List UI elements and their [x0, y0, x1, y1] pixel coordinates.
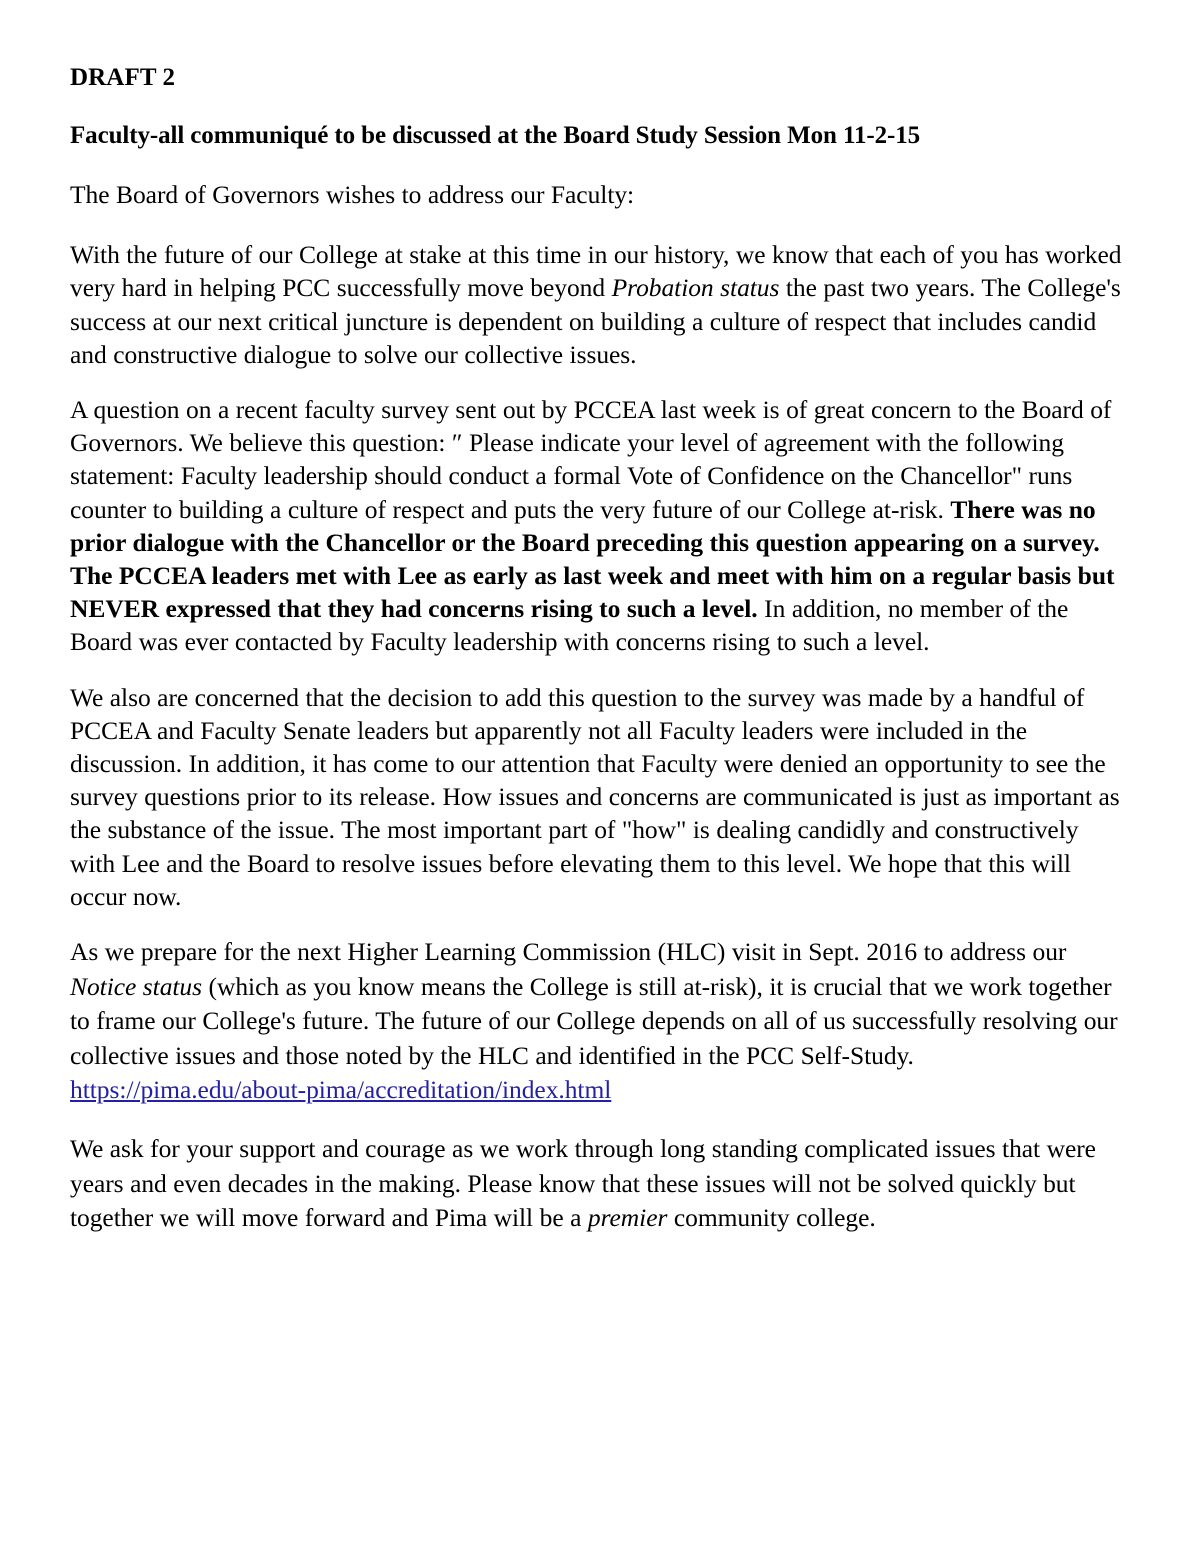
paragraph-5-italic-premier: premier [587, 1203, 668, 1233]
paragraph-college-future [70, 238, 1128, 371]
paragraph-hlc-visit [70, 935, 1128, 1108]
paragraph-5-text-before-italic: We ask for your support and courage as we work through long standing complicated issues that were years and even decades in the making. Please know that these issues will not be solved quickly but together we will move forward and Pima will be a [70, 1134, 1096, 1233]
paragraph-survey-concern [70, 393, 1128, 659]
paragraph-1-italic-probation-status: Probation status [611, 273, 780, 303]
paragraph-4-italic-notice-status: Notice status [70, 971, 203, 1001]
salutation-paragraph: The Board of Governors wishes to address our Faculty: [70, 180, 635, 209]
paragraph-2-bold-emphasis: There was no prior dialogue with the Chancellor or the Board preceding this question appearing on a survey. The PCCEA leaders met with Lee as early as last week and meet with him on a regular basis but NEVER expressed that they had concerns rising to such a level. [70, 494, 1115, 624]
paragraph-closing-support [70, 1132, 1128, 1236]
paragraph-2-text-after-bold: In addition, no member of the Board was ever contacted by Faculty leadership with concerns rising to such a level. [70, 594, 1069, 657]
paragraph-decision-process: We also are concerned that the decision to add this question to the survey was made by a handful of PCCEA and Faculty Senate leaders but apparently not all Faculty leaders were included in the discussion. In addition, it has come to our attention that Faculty were denied an opportunity to see the survey questions prior to its release. How issues and concerns are communicated is just as important as the substance of the issue. The most important part of "how" is dealing candidly and constructively with Lee and the Board to resolve issues before elevating them to this level. We hope that this will occur now. [70, 682, 1120, 911]
draft-label: DRAFT 2 [70, 64, 176, 91]
paragraph-4-text-after-italic: (which as you know means the College is still at-risk), it is crucial that we work together to frame our College's future. The future of our College depends on all of us successfully resolving our collective issues and those noted by the HLC and identified in the PCC Self-Study. [70, 971, 1118, 1070]
paragraph-1-text-after-italic: the past two years. The College's success at our next critical juncture is dependent on building a culture of respect that includes candid and constructive dialogue to solve our collective issues. [70, 273, 1121, 369]
paragraph-4-text-before-italic: As we prepare for the next Higher Learning Commission (HLC) visit in Sept. 2016 to address our [70, 937, 1067, 967]
paragraph-5-text-after-italic: community college. [667, 1203, 876, 1233]
paragraph-1-text-before-italic: With the future of our College at stake at this time in our history, we know that each of you has worked very hard in helping PCC successfully move beyond [70, 240, 1122, 303]
subject-line: Faculty-all communiqué to be discussed at the Board Study Session Mon 11-2-15 [70, 122, 921, 149]
paragraph-2-text-before-bold: A question on a recent faculty survey sent out by PCCEA last week is of great concern to the Board of Governors. We believe this question: ″ Please indicate your level of agreement with the following statement: Faculty leadership should conduct a formal Vote of Confidence on the Chancellor" runs counter to building a culture of respect and puts the very future of our College at-risk. [70, 395, 1112, 524]
document-body [70, 62, 1128, 1236]
pcc-self-study-link[interactable]: https://pima.edu/about-pima/accreditation/index.html [70, 1075, 612, 1105]
